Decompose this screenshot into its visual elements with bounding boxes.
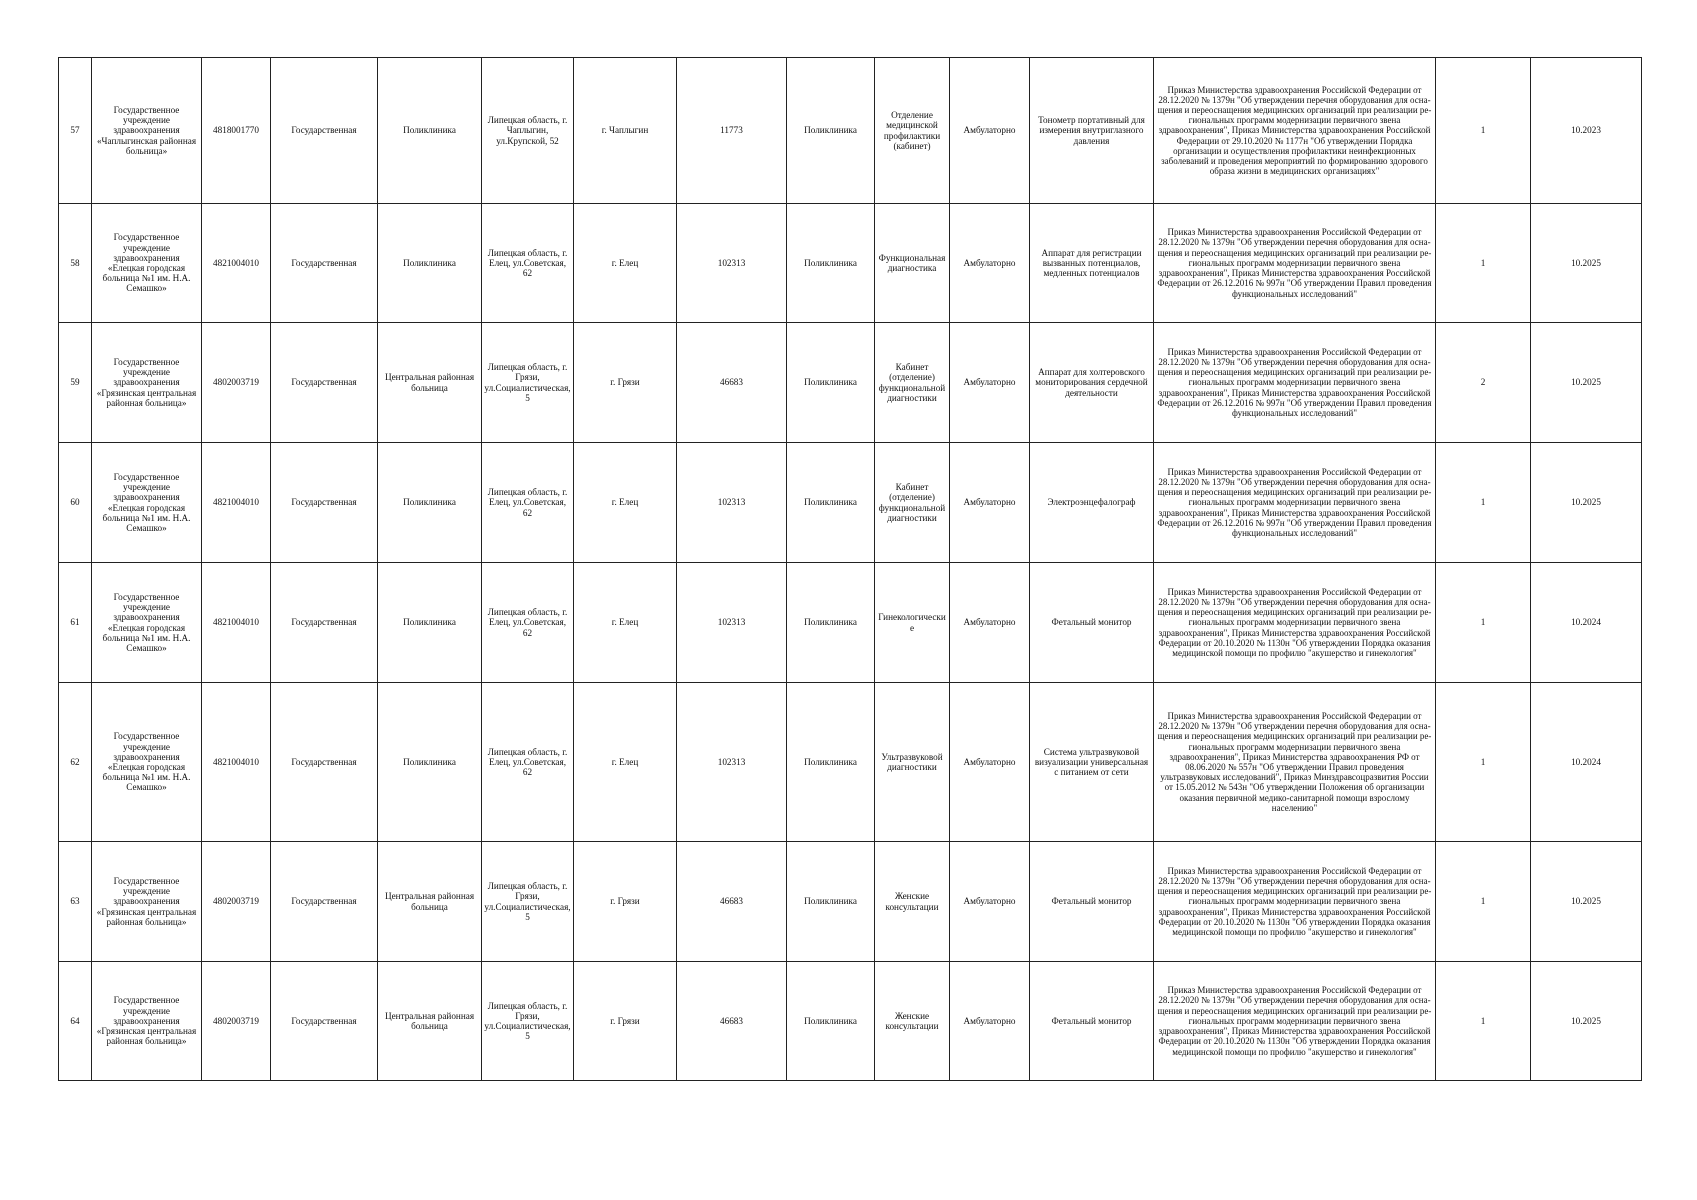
equipment-name: Тонометр портативный для измерения внутриглазного давления [1030, 58, 1154, 204]
population: 102313 [677, 683, 787, 842]
quantity: 1 [1436, 563, 1531, 683]
equipment-name: Фетальный монитор [1030, 962, 1154, 1081]
subdivision: Поликлиника [787, 683, 875, 842]
ownership-form: Государственная [271, 683, 378, 842]
care-condition: Амбулаторно [950, 962, 1030, 1081]
inn-code: 4821004010 [202, 563, 271, 683]
equipment-name: Аппарат для холтеровского мониторирования сердечной деятельности [1030, 323, 1154, 443]
address: Липецкая область, г. Елец, ул.Советская, 62 [482, 563, 574, 683]
subdivision: Поликлиника [787, 962, 875, 1081]
table-row [59, 842, 1642, 962]
department: Кабинет (отделение) функциональной диагностики [875, 443, 950, 563]
department: Функциональная диагностика [875, 204, 950, 323]
care-condition: Амбулаторно [950, 323, 1030, 443]
address: Липецкая область, г. Елец, ул.Советская, 62 [482, 443, 574, 563]
table-row [59, 683, 1642, 842]
organization-name: Государственное учреждение здравоохранения «Грязинская центральная районная больница» [92, 962, 202, 1081]
population: 46683 [677, 323, 787, 443]
city: г. Елец [574, 563, 677, 683]
quantity: 1 [1436, 58, 1531, 204]
address: Липецкая область, г. Грязи, ул.Социалистическая, 5 [482, 323, 574, 443]
ownership-form: Государственная [271, 323, 378, 443]
facility-type: Поликлиника [378, 683, 482, 842]
row-number: 57 [59, 58, 92, 204]
city: г. Елец [574, 443, 677, 563]
department: Кабинет (отделение) функциональной диагностики [875, 323, 950, 443]
equipment-name: Аппарат для регистрации вызванных потенциалов, медленных потенциалов [1030, 204, 1154, 323]
legal-basis: Приказ Министерства здравоохранения Российской Федерации от 28.12.2020 № 1379н "Об утверждении перечня оборудования для осна-щения и переоснащения медицинских организаций при реализации ре-гиональных программ модернизации первичного звена здравоохранения", Приказ Министерства здравоохранения Российской Федерации от 26.12.2016 № 997н "Об утверждении Правил проведения функциональных исследований" [1154, 323, 1436, 443]
organization-name: Государственное учреждение здравоохранения «Елецкая городская больница №1 им. Н.А. Семашко» [92, 443, 202, 563]
table-row [59, 962, 1642, 1081]
address: Липецкая область, г. Елец, ул.Советская, 62 [482, 204, 574, 323]
inn-code: 4802003719 [202, 842, 271, 962]
delivery-date: 10.2025 [1531, 204, 1642, 323]
delivery-date: 10.2024 [1531, 683, 1642, 842]
row-number: 58 [59, 204, 92, 323]
population: 102313 [677, 204, 787, 323]
care-condition: Амбулаторно [950, 443, 1030, 563]
city: г. Грязи [574, 842, 677, 962]
subdivision: Поликлиника [787, 443, 875, 563]
inn-code: 4821004010 [202, 683, 271, 842]
table-row [59, 563, 1642, 683]
department: Женские консультации [875, 962, 950, 1081]
quantity: 1 [1436, 962, 1531, 1081]
inn-code: 4802003719 [202, 323, 271, 443]
delivery-date: 10.2023 [1531, 58, 1642, 204]
delivery-date: 10.2025 [1531, 962, 1642, 1081]
organization-name: Государственное учреждение здравоохранения «Грязинская центральная районная больница» [92, 842, 202, 962]
equipment-table [58, 57, 1642, 1081]
legal-basis: Приказ Министерства здравоохранения Российской Федерации от 28.12.2020 № 1379н "Об утверждении перечня оборудования для осна-щения и переоснащения медицинских организаций при реализации ре-гиональных программ модернизации первичного звена здравоохранения", Приказ Министерства здравоохранения Российской Федерации от 20.10.2020 № 1130н "Об утверждении Порядка оказания медицинской помощи по профилю "акушерство и гинекология" [1154, 842, 1436, 962]
population: 102313 [677, 563, 787, 683]
facility-type: Поликлиника [378, 204, 482, 323]
delivery-date: 10.2025 [1531, 443, 1642, 563]
ownership-form: Государственная [271, 563, 378, 683]
subdivision: Поликлиника [787, 58, 875, 204]
equipment-name: Система ультразвуковой визуализации универсальная с питанием от сети [1030, 683, 1154, 842]
organization-name: Государственное учреждение здравоохранения «Чаплыгинская районная больница» [92, 58, 202, 204]
population: 46683 [677, 842, 787, 962]
care-condition: Амбулаторно [950, 563, 1030, 683]
facility-type: Центральная районная больница [378, 323, 482, 443]
organization-name: Государственное учреждение здравоохранения «Елецкая городская больница №1 им. Н.А. Семашко» [92, 563, 202, 683]
table-row [59, 323, 1642, 443]
quantity: 1 [1436, 443, 1531, 563]
row-number: 62 [59, 683, 92, 842]
quantity: 1 [1436, 683, 1531, 842]
organization-name: Государственное учреждение здравоохранения «Грязинская центральная районная больница» [92, 323, 202, 443]
care-condition: Амбулаторно [950, 683, 1030, 842]
ownership-form: Государственная [271, 842, 378, 962]
care-condition: Амбулаторно [950, 58, 1030, 204]
legal-basis: Приказ Министерства здравоохранения Российской Федерации от 28.12.2020 № 1379н "Об утверждении перечня оборудования для осна-щения и переоснащения медицинских организаций при реализации ре-гиональных программ модернизации первичного звена здравоохранения", Приказ Министерства здравоохранения Российской Федерации от 26.12.2016 № 997н "Об утверждении Правил проведения функциональных исследований" [1154, 443, 1436, 563]
population: 46683 [677, 962, 787, 1081]
subdivision: Поликлиника [787, 563, 875, 683]
city: г. Грязи [574, 962, 677, 1081]
department: Женские консультации [875, 842, 950, 962]
inn-code: 4821004010 [202, 443, 271, 563]
city: г. Елец [574, 683, 677, 842]
city: г. Чаплыгин [574, 58, 677, 204]
address: Липецкая область, г. Грязи, ул.Социалистическая, 5 [482, 842, 574, 962]
row-number: 61 [59, 563, 92, 683]
facility-type: Поликлиника [378, 58, 482, 204]
inn-code: 4818001770 [202, 58, 271, 204]
row-number: 60 [59, 443, 92, 563]
ownership-form: Государственная [271, 58, 378, 204]
city: г. Елец [574, 204, 677, 323]
delivery-date: 10.2025 [1531, 842, 1642, 962]
legal-basis: Приказ Министерства здравоохранения Российской Федерации от 28.12.2020 № 1379н "Об утверждении перечня оборудования для осна-щения и переоснащения медицинских организаций при реализации ре-гиональных программ модернизации первичного звена здравоохранения", Приказ Министерства здравоохранения Российской Федерации от 26.12.2016 № 997н "Об утверждении Правил проведения функциональных исследований" [1154, 204, 1436, 323]
organization-name: Государственное учреждение здравоохранения «Елецкая городская больница №1 им. Н.А. Семашко» [92, 204, 202, 323]
address: Липецкая область, г. Чаплыгин, ул.Крупской, 52 [482, 58, 574, 204]
department: Ультразвуковой диагностики [875, 683, 950, 842]
department: Гинекологические [875, 563, 950, 683]
equipment-name: Электроэнцефалограф [1030, 443, 1154, 563]
delivery-date: 10.2025 [1531, 323, 1642, 443]
table-row [59, 443, 1642, 563]
city: г. Грязи [574, 323, 677, 443]
quantity: 1 [1436, 842, 1531, 962]
address: Липецкая область, г. Грязи, ул.Социалистическая, 5 [482, 962, 574, 1081]
population: 102313 [677, 443, 787, 563]
subdivision: Поликлиника [787, 842, 875, 962]
equipment-name: Фетальный монитор [1030, 842, 1154, 962]
address: Липецкая область, г. Елец, ул.Советская, 62 [482, 683, 574, 842]
subdivision: Поликлиника [787, 323, 875, 443]
department: Отделение медицинской профилактики (кабинет) [875, 58, 950, 204]
quantity: 2 [1436, 323, 1531, 443]
facility-type: Поликлиника [378, 563, 482, 683]
facility-type: Центральная районная больница [378, 962, 482, 1081]
care-condition: Амбулаторно [950, 204, 1030, 323]
legal-basis: Приказ Министерства здравоохранения Российской Федерации от 28.12.2020 № 1379н "Об утверждении перечня оборудования для осна-щения и переоснащения медицинских организаций при реализации ре-гиональных программ модернизации первичного звена здравоохранения", Приказ Министерства здравоохранения Российской Федерации от 20.10.2020 № 1130н "Об утверждении Порядка оказания медицинской помощи по профилю "акушерство и гинекология" [1154, 563, 1436, 683]
equipment-name: Фетальный монитор [1030, 563, 1154, 683]
table-row [59, 204, 1642, 323]
row-number: 59 [59, 323, 92, 443]
row-number: 63 [59, 842, 92, 962]
legal-basis: Приказ Министерства здравоохранения Российской Федерации от 28.12.2020 № 1379н "Об утверждении перечня оборудования для осна-щения и переоснащения медицинских организаций при реализации ре-гиональных программ модернизации первичного звена здравоохранения", Приказ Министерства здравоохранения Российской Федерации от 29.10.2020 № 1177н "Об утверждении Порядка организации и осуществления профилактики неинфекционных заболеваний и проведения мероприятий по формированию здорового образа жизни в медицинских организациях" [1154, 58, 1436, 204]
facility-type: Центральная районная больница [378, 842, 482, 962]
quantity: 1 [1436, 204, 1531, 323]
inn-code: 4821004010 [202, 204, 271, 323]
ownership-form: Государственная [271, 204, 378, 323]
facility-type: Поликлиника [378, 443, 482, 563]
organization-name: Государственное учреждение здравоохранения «Елецкая городская больница №1 им. Н.А. Семашко» [92, 683, 202, 842]
table-row [59, 58, 1642, 204]
population: 11773 [677, 58, 787, 204]
row-number: 64 [59, 962, 92, 1081]
delivery-date: 10.2024 [1531, 563, 1642, 683]
subdivision: Поликлиника [787, 204, 875, 323]
ownership-form: Государственная [271, 962, 378, 1081]
legal-basis: Приказ Министерства здравоохранения Российской Федерации от 28.12.2020 № 1379н "Об утверждении перечня оборудования для осна-щения и переоснащения медицинских организаций при реализации ре-гиональных программ модернизации первичного звена здравоохранения", Приказ Министерства здравоохранения РФ от 08.06.2020 № 557н "Об утверждении Правил проведения ультразвуковых исследований", Приказ Минздравсоцразвития России от 15.05.2012 № 543н "Об утверждении Положения об организации оказания первичной медико-санитарной помощи взрослому населению" [1154, 683, 1436, 842]
care-condition: Амбулаторно [950, 842, 1030, 962]
legal-basis: Приказ Министерства здравоохранения Российской Федерации от 28.12.2020 № 1379н "Об утверждении перечня оборудования для осна-щения и переоснащения медицинских организаций при реализации ре-гиональных программ модернизации первичного звена здравоохранения", Приказ Министерства здравоохранения Российской Федерации от 20.10.2020 № 1130н "Об утверждении Порядка оказания медицинской помощи по профилю "акушерство и гинекология" [1154, 962, 1436, 1081]
inn-code: 4802003719 [202, 962, 271, 1081]
ownership-form: Государственная [271, 443, 378, 563]
